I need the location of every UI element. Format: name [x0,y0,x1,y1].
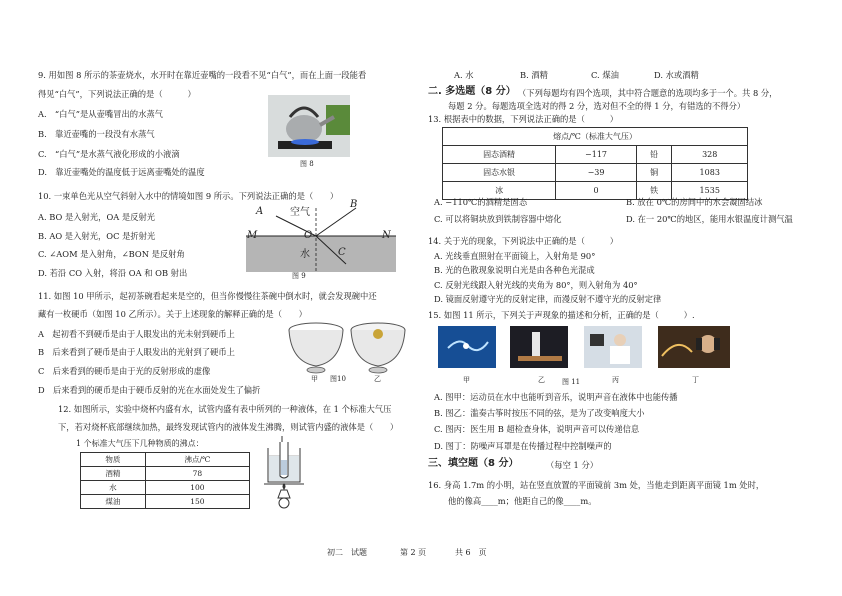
label-a: A [256,206,264,217]
q12-table-title: 1 个标准大气压下几种物质的沸点： [76,439,204,448]
q15-option-a[interactable]: A. 图甲：运动员在水中也能听到音乐，说明声音在液体中也能传播 [434,392,678,402]
q14-option-c[interactable]: C. 反射光线跟入射光线的夹角为 80°，则入射角为 40° [434,280,638,290]
q10-stem: 10. 一束单色光从空气斜射入水中的情境如图 9 所示。下列说法正确的是（ ） [38,191,339,201]
q10-option-c[interactable]: C. ∠AOM 是入射角，∠BON 是反射角 [38,249,185,259]
fig10-sub2: 乙 [374,375,381,383]
q14-option-a[interactable]: A. 光线垂直照射在平面镜上，入射角是 90° [434,251,596,261]
section2-desc2: 每题 2 分。每题选项全选对的得 2 分，选对但不全的得 1 分，有错选的不得分） [448,101,746,111]
kettle-photo [268,95,350,157]
table-cell: 1535 [672,182,748,200]
q13-stem: 13. 根据表中的数据，下列说法正确的是（ ） [428,114,619,124]
table-header-substance: 物质 [81,453,146,467]
beaker-apparatus [256,436,312,510]
table-cell: 100 [145,481,249,495]
q13-option-d[interactable]: D. 在一 20℃的地区，能用水银温度计测气温 [626,214,793,224]
footer-subject: 初二 试题 [327,548,367,557]
table-cell: 水 [81,481,146,495]
fig11-label-bing: 丙 [612,376,619,384]
q15-option-d[interactable]: D. 图丁：防噪声耳罩是在传播过程中控制噪声的 [434,441,612,451]
ultrasound-photo [584,326,642,368]
table-cell: 酒精 [81,467,146,481]
bowls-figure [286,320,416,382]
q9-option-a[interactable]: A. “白气”是从壶嘴冒出的水蒸气 [38,109,163,119]
fig10-caption: 图10 [330,375,346,383]
table-cell: −39 [556,164,637,182]
q14-stem: 14. 关于光的现象，下列说法中正确的是（ ） [428,236,619,246]
fig8-caption: 图 8 [300,160,314,168]
label-m: M [247,230,258,241]
table-cell: 铁 [636,182,672,200]
q10-option-b[interactable]: B. AO 是入射光，OC 是折射光 [38,231,156,241]
q11-option-d[interactable]: D 后来看到的硬币是由于硬币反射的光在水面处发生了偏折 [38,385,261,395]
table-header-melting: 熔点/℃（标准大气压） [443,128,748,146]
footer-total: 共 6 页 [455,548,487,557]
table-cell: 煤油 [81,495,146,509]
table-cell: 0 [556,182,637,200]
fig11-caption: 图 11 [562,378,581,386]
fig10-sub1: 甲 [311,375,318,383]
refraction-diagram [246,198,396,276]
q10-option-d[interactable]: D. 若沿 CO 入射，将沿 OA 和 OB 射出 [38,268,188,278]
table-cell: 328 [672,146,748,164]
q15-option-b[interactable]: B. 图乙：滥奏古筝时按压不同的弦，是为了改变响度大小 [434,408,645,418]
q9-stem-line2: 得见“白气”，下列说法正确的是（ ） [38,89,196,99]
q11-option-a[interactable]: A 起初看不到硬币是由于人眼发出的光未射到硬币上 [38,329,235,339]
q11-stem-line1: 11. 如图 10 甲所示，起初茶碗看起来是空的，但当你慢慢往茶碗中倒水时，就会发现碗中还 [38,291,377,301]
label-c: C [338,247,346,258]
q13-option-b[interactable]: B. 放在 0℃的房间中的水会凝固结冰 [626,197,763,207]
table-cell: 固态水银 [443,164,556,182]
q10-option-a[interactable]: A. BO 是入射光，OA 是反射光 [38,212,156,222]
boiling-point-table [80,452,250,509]
table-cell: 冰 [443,182,556,200]
q12-option-d[interactable]: D. 水或酒精 [654,70,699,80]
q13-option-c[interactable]: C. 可以将铜块放到铁制容器中熔化 [434,214,562,224]
swimmer-photo [438,326,496,368]
q12-stem-line1: 12. 如图所示，实验中烧杯内盛有水，试管内盛有表中所列的一种液体，在 1 个标准大气压 [58,404,392,414]
label-o: O [304,230,313,241]
q12-option-b[interactable]: B. 酒精 [520,70,548,80]
q11-stem-line2: 藏有一枚硬币（如图 10 乙所示）。关于上述现象的解释正确的是（ ） [38,309,307,319]
q9-option-d[interactable]: D. 靠近壶嘴处的温度低于远离壶嘴处的温度 [38,167,205,177]
q9-option-c[interactable]: C. “白气”是水蒸气液化形成的小液滴 [38,149,180,159]
table-header-bp: 沸点/℃ [145,453,249,467]
q12-option-c[interactable]: C. 煤油 [591,70,619,80]
fig11-label-yi: 乙 [538,376,545,384]
fig9-caption: 图 9 [292,272,306,280]
earmuffs-photo [658,326,730,368]
label-water: 水 [300,249,310,260]
q13-option-a[interactable]: A. −110℃的酒精是固态 [434,197,528,207]
footer-page: 第 2 页 [400,548,427,557]
q12-stem-line2: 下，若对烧杯底部继续加热，最终发现试管内的液体发生沸腾，则试管内盛的液体是（ ） [58,422,399,432]
q16-stem-line1: 16. 身高 1.7m 的小明，站在竖直放置的平面镜前 3m 处，当他走到距离平面镜 1m 处时， [428,480,765,490]
q9-option-b[interactable]: B. 靠近壶嘴的一段没有水蒸气 [38,129,155,139]
table-cell: 1083 [672,164,748,182]
label-b: B [350,199,358,210]
section2-title: 二. 多选题（8 分） [428,86,516,97]
q11-option-c[interactable]: C 后来看到的硬币是由于光的反射形成的虚像 [38,366,211,376]
table-cell: −117 [556,146,637,164]
section2-desc1: （下列每题均有四个选项，其中符合题意的选项均多于一个。共 8 分， [518,88,778,98]
q15-stem: 15. 如图 11 所示，下列关于声现象的描述和分析，正确的是（ ）. [428,310,695,320]
label-air: 空气 [290,207,310,218]
q9-stem-line1: 9. 用如图 8 所示的茶壶烧水，水开时在靠近壶嘴的一段看不见“白气”，而在上面一段能看 [38,70,367,80]
q15-option-c[interactable]: C. 图丙：医生用 B 超检查身体，说明声音可以传递信息 [434,424,640,434]
table-cell: 150 [145,495,249,509]
table-cell: 铅 [636,146,672,164]
fig11-label-jia: 甲 [463,376,470,384]
table-cell: 固态酒精 [443,146,556,164]
q11-option-b[interactable]: B 后来看到了硬币是由于人眼发出的光射到了硬币上 [38,347,235,357]
section3-desc: （每空 1 分） [546,460,599,470]
q16-stem-line2[interactable]: 他的像高____m；他距自己的像____m。 [448,496,597,506]
q12-option-a[interactable]: A. 水 [454,70,474,80]
melting-point-table [442,127,748,200]
fig11-label-ding: 丁 [692,376,699,384]
q14-option-d[interactable]: D. 镜面反射遵守光的反射定律，而漫反射不遵守光的反射定律 [434,294,662,304]
q14-option-b[interactable]: B. 光的色散现象说明白光是由各种色光混成 [434,265,595,275]
guzheng-photo [510,326,568,368]
table-cell: 78 [145,467,249,481]
label-n: N [382,230,391,241]
section3-title: 三、填空题（8 分） [428,458,519,469]
table-cell: 铜 [636,164,672,182]
